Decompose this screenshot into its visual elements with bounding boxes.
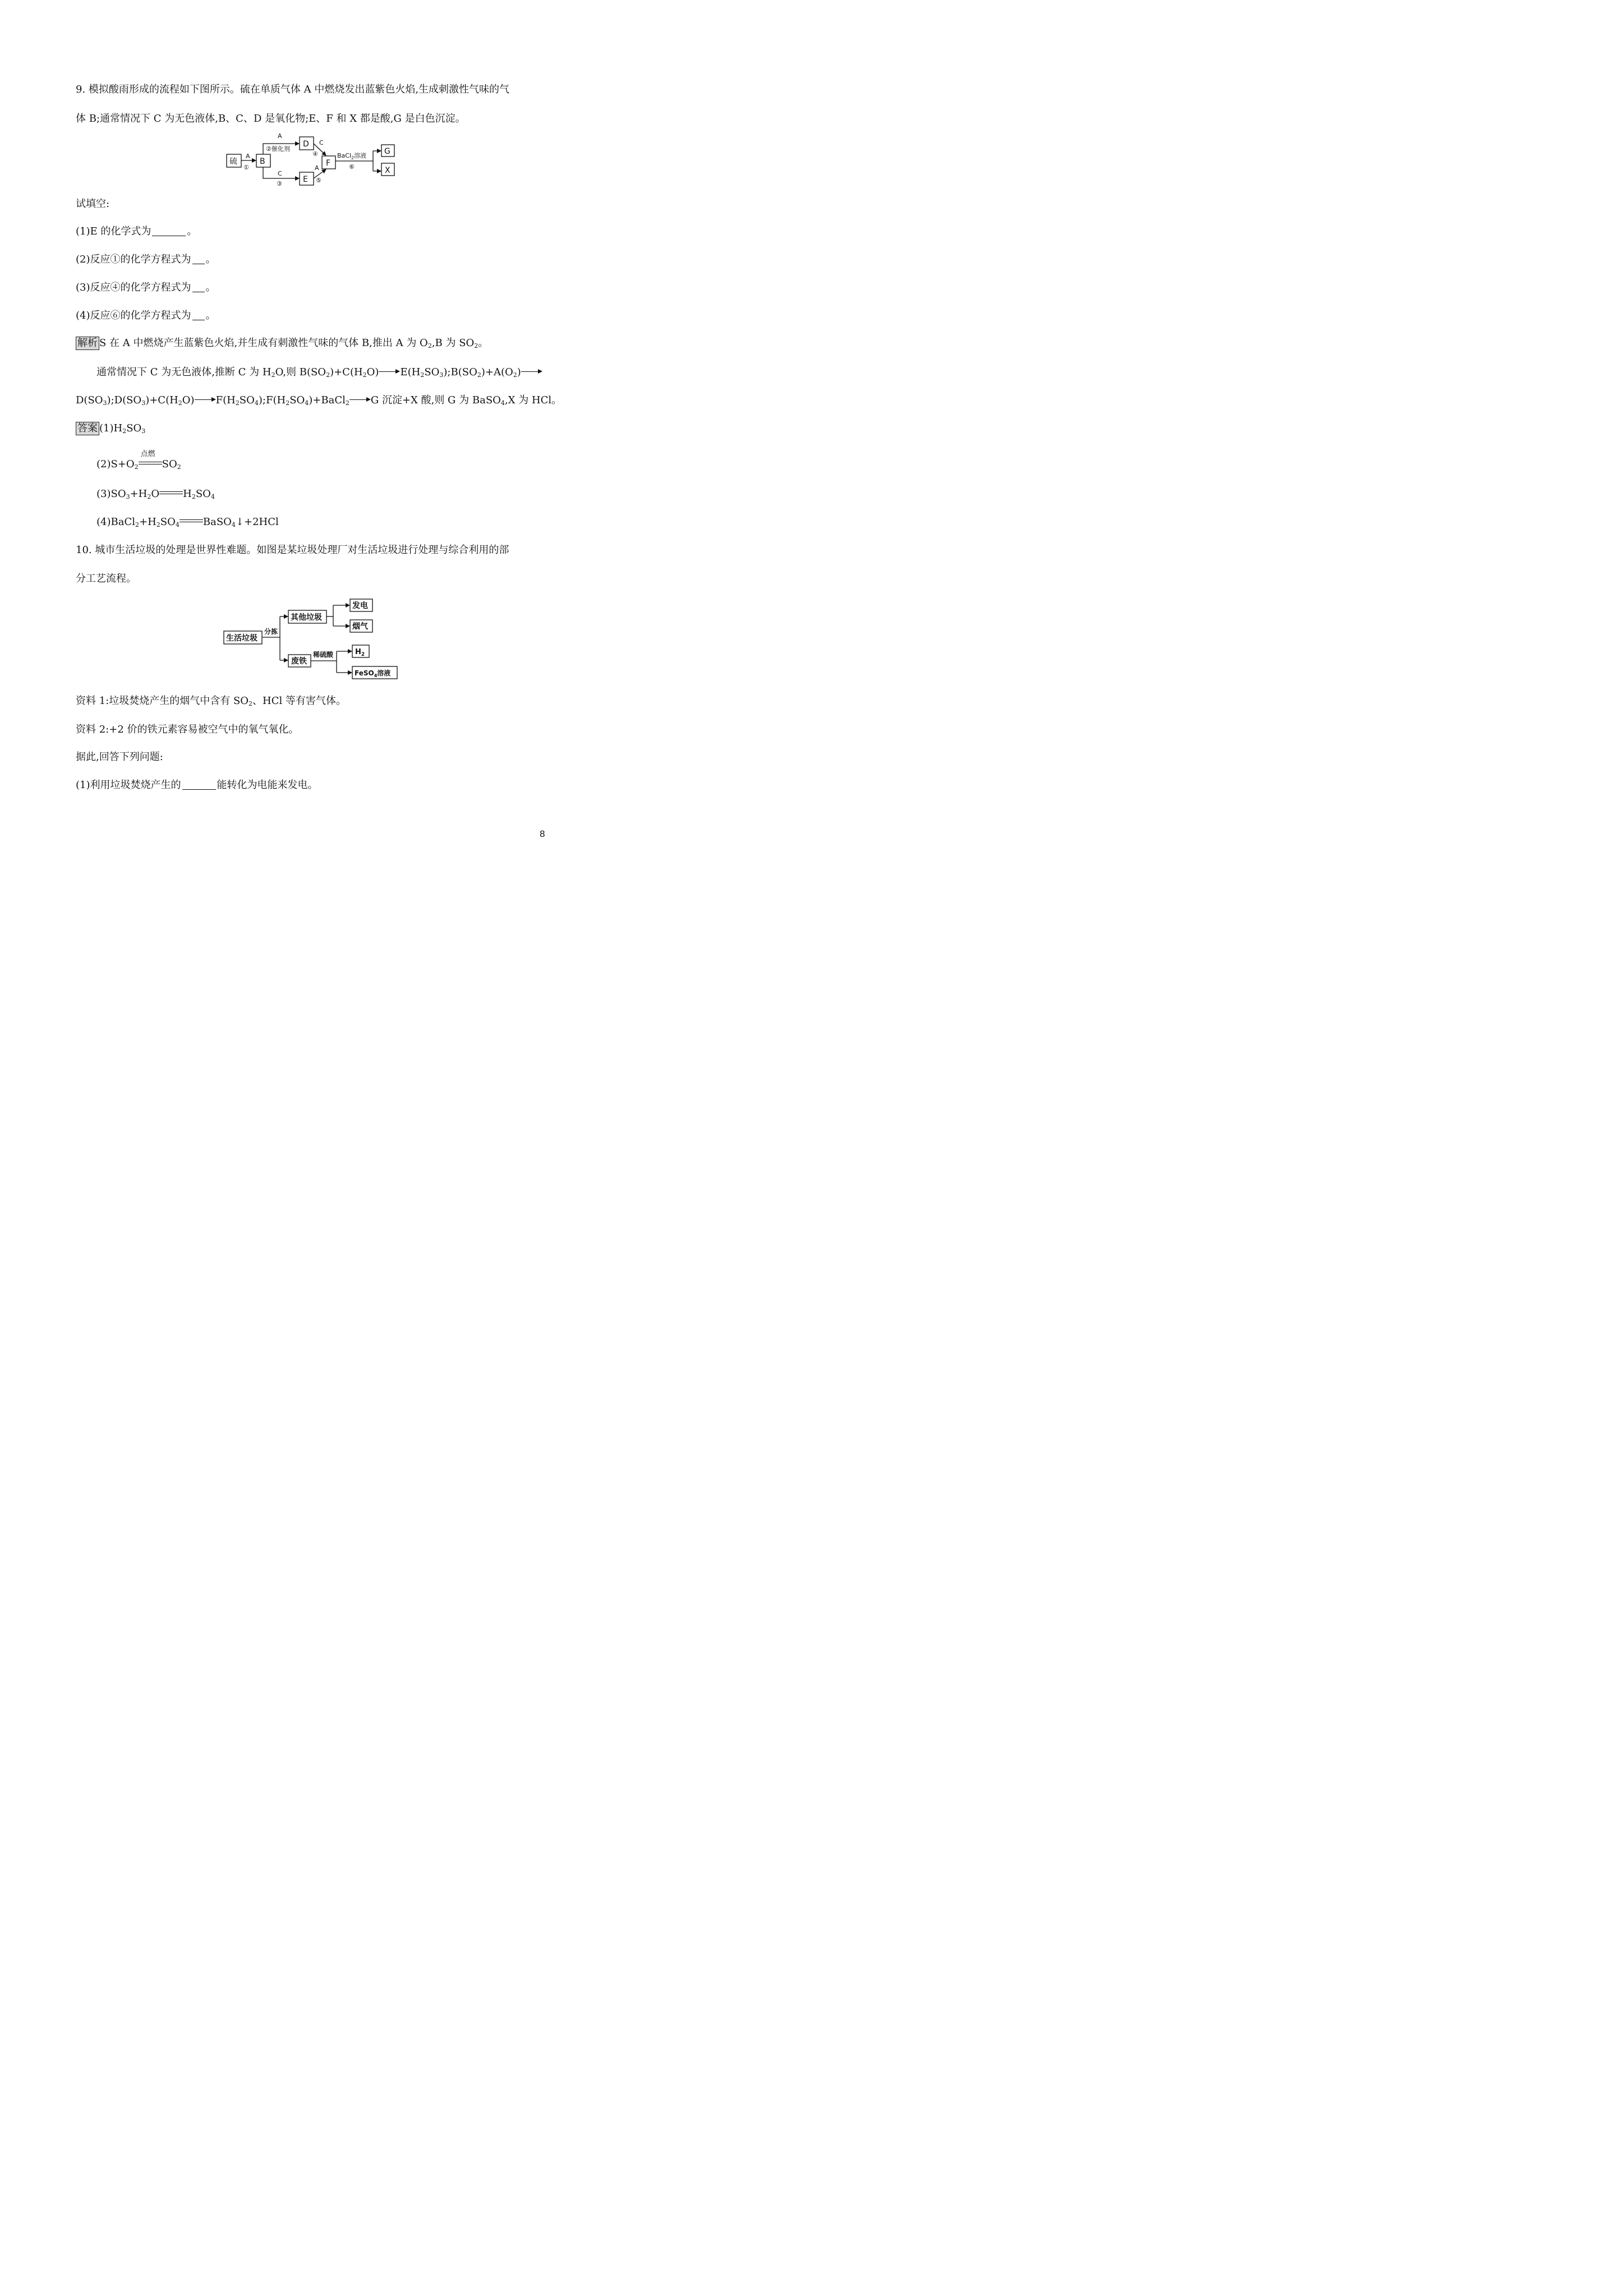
q9-answer-2: $(2)S+O_2$ 点燃 $SO_2$ <box>96 458 181 471</box>
page-number: 8 <box>540 829 545 839</box>
diagram-label-household-waste: 生活垃圾 <box>226 634 257 643</box>
diagram-label-other-waste: 其他垃圾 <box>291 613 322 622</box>
q9-sub1: (1)E 的化学式为 。 <box>76 226 197 237</box>
q9-sub2: (2)反应①的化学方程式为 。 <box>76 254 216 265</box>
answer-blank[interactable] <box>152 226 186 236</box>
diagram-label-d: D <box>303 140 309 149</box>
arrow-label-sort: 分拣 <box>264 628 278 636</box>
q9-sub4: (4)反应⑥的化学方程式为 。 <box>76 310 216 321</box>
diagram-label-scrap-iron: 废铁 <box>291 657 307 666</box>
diagram-label-sulfur: 硫 <box>229 157 237 166</box>
arrow-label-step2: ②催化剂 <box>266 145 290 153</box>
answer-blank[interactable] <box>192 282 205 292</box>
q9-sub3: (3)反应④的化学方程式为 。 <box>76 282 216 293</box>
q10-info2: 资料 2:+2 价的铁元素容易被空气中的氧气氧化。 <box>76 724 299 735</box>
q9-stem-line2: 体 B;通常情况下 C 为无色液体,B、C、D 是氧化物;E、F 和 X 都是酸,G 是白色沉淀。 <box>76 113 466 125</box>
diagram-label-x: X <box>385 166 390 175</box>
diagram-label-f: F <box>326 159 331 168</box>
arrow-label-a5: A <box>315 164 319 172</box>
arrow-label-step6: ⑥ <box>349 163 355 171</box>
answer-blank[interactable] <box>182 779 216 790</box>
diagram-label-flue-gas: 烟气 <box>352 622 368 631</box>
arrow-label-c3: C <box>278 170 282 177</box>
q10-info1: 资料 1:垃圾焚烧产生的烟气中含有 $SO_2$、HCl 等有害气体。 <box>76 695 346 707</box>
q9-analysis-line1: 解析 S 在 A 中燃烧产生蓝紫色火焰,并生成有刺激性气味的气体 B,推出 A 为 $O_2,B$ 为 $SO_2$。 <box>76 337 488 350</box>
diagram-label-b: B <box>260 157 265 166</box>
diagram-label-power: 发电 <box>352 601 368 610</box>
q10-prompt: 据此,回答下列问题: <box>76 751 163 763</box>
arrow-label-step3: ③ <box>277 180 282 187</box>
q9-analysis-line3: $D(SO_3);D(SO_3)+C(H_2O)$ $F(H_2SO_4);F(H_2SO_4)+BaCl_2$ G 沉淀+X 酸,则 G 为 BaSO$_4$,X 为 HCl。 <box>76 394 562 407</box>
answer-tag: 答案 <box>76 422 99 435</box>
analysis-tag: 解析 <box>76 337 99 350</box>
arrow-label-step5: ⑤ <box>316 177 321 184</box>
q10-stem-line2: 分工艺流程。 <box>76 573 136 585</box>
answer-blank[interactable] <box>192 310 205 320</box>
diagram-label-g: G <box>384 147 390 156</box>
arrow-label-a1: A <box>246 153 250 160</box>
diagram-label-h2: $H_2$ <box>355 648 365 657</box>
diagram-label-feso4: FeSO$_4$溶液 <box>355 669 391 678</box>
q10-sub1: (1)利用垃圾焚烧产生的 能转化为电能来发电。 <box>76 779 318 791</box>
q9-answer-3: $(3)SO_3+H_2O$ $H_2SO_4$ <box>96 488 215 500</box>
answer-blank[interactable] <box>192 254 205 264</box>
q9-fill-prompt: 试填空: <box>76 198 110 210</box>
q10-stem-line1: 10. 城市生活垃圾的处理是世界性难题。如图是某垃圾处理厂对生活垃圾进行处理与综合利用的部 <box>76 544 509 556</box>
q10-flow-diagram <box>222 596 401 680</box>
q9-answer-4: $(4)BaCl_2+H_2SO_4$ BaSO$_4$↓+2HCl <box>96 516 279 528</box>
arrow-label-step1: ① <box>243 164 249 171</box>
q9-flow-diagram <box>224 130 398 189</box>
arrow-label-c4: C <box>319 139 324 146</box>
q9-stem-line1: 9. 模拟酸雨形成的流程如下图所示。硫在单质气体 A 中燃烧发出蓝紫色火焰,生成刺激性气味的气 <box>76 84 510 95</box>
q9-answer-1: 答案 $(1)H_2SO_3$ <box>76 422 145 435</box>
arrow-label-dilute-acid: 稀硫酸 <box>313 651 334 659</box>
q9-analysis-line2: 通常情况下 C 为无色液体,推断 C 为 $H_2O$,则 $B(SO_2)+C(H_2O)$ $E(H_2SO_3);B(SO_2)+A(O_2)$ <box>96 366 542 379</box>
arrow-label-a2: A <box>278 132 282 140</box>
arrow-label-step4: ④ <box>312 150 318 158</box>
diagram-label-e: E <box>303 175 308 184</box>
condition-label: 点燃 <box>140 450 155 458</box>
arrow-label-bacl2: BaCl$_2$溶液 <box>337 152 367 160</box>
